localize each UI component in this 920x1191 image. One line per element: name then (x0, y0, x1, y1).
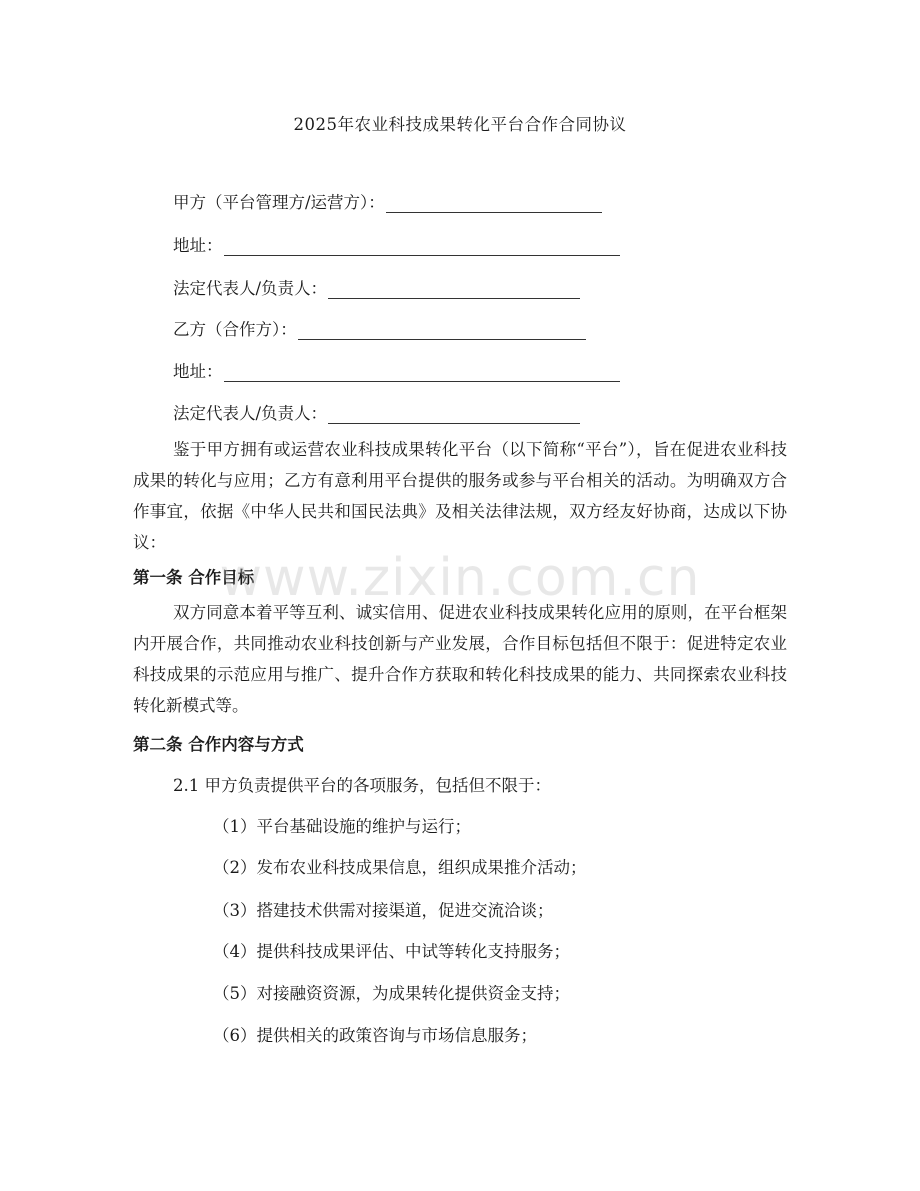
article-1-heading: 第一条 合作目标 (133, 568, 255, 587)
party-b-label: 乙方（合作方）： (173, 320, 297, 339)
address-b-label: 地址： (173, 362, 223, 381)
rep-a-label: 法定代表人/负责人： (173, 279, 328, 298)
list-item: （1）平台基础设施的维护与运行； (213, 817, 471, 836)
list-item: （4）提供科技成果评估、中试等转化支持服务； (213, 942, 570, 961)
rep-a-blank (328, 282, 580, 299)
site-watermark: www.zixin.com.cn (219, 548, 701, 608)
article-2-heading: 第二条 合作内容与方式 (133, 735, 304, 754)
party-a-field (173, 189, 602, 213)
rep-a-field (173, 275, 580, 299)
clause-2-1: 2.1 甲方负责提供平台的各项服务，包括但不限于： (173, 776, 551, 795)
article-1-body: 双方同意本着平等互利、诚实信用、促进农业科技成果转化应用的原则，在平台框架内开展合作，共同推动农业科技创新与产业发展，合作目标包括但不限于：促进特定农业科技成果的示范应用与推广、提升合作方获取和转化科技成果的能力、共同探索农业科技转化新模式等。 (133, 603, 787, 715)
list-item: （2）发布农业科技成果信息，组织成果推介活动； (213, 858, 587, 877)
rep-b-label: 法定代表人/负责人： (173, 404, 328, 423)
address-b-field (173, 358, 620, 382)
party-b-blank (298, 323, 586, 340)
preamble-paragraph: 鉴于甲方拥有或运营农业科技成果转化平台（以下简称“平台”），旨在促进农业科技成果的转化与应用；乙方有意利用平台提供的服务或参与平台相关的活动。为明确双方合作事宜，依据《中华人民共和国民法典》及相关法律法规，双方经友好协商，达成以下协议： (133, 440, 787, 552)
address-b-blank (224, 365, 620, 382)
list-item: （6）提供相关的政策咨询与市场信息服务； (213, 1026, 537, 1045)
address-a-label: 地址： (173, 236, 223, 255)
party-b-field (173, 316, 586, 340)
party-a-label: 甲方（平台管理方/运营方）： (173, 193, 385, 212)
address-a-blank (224, 239, 620, 256)
rep-b-field (173, 400, 580, 424)
list-item: （3）搭建技术供需对接渠道，促进交流洽谈； (213, 901, 554, 920)
list-item: （5）对接融资资源，为成果转化提供资金支持； (213, 984, 570, 1003)
address-a-field (173, 232, 620, 256)
rep-b-blank (328, 407, 580, 424)
party-a-blank (386, 196, 602, 213)
document-title: 2025年农业科技成果转化平台合作合同协议 (293, 115, 627, 134)
